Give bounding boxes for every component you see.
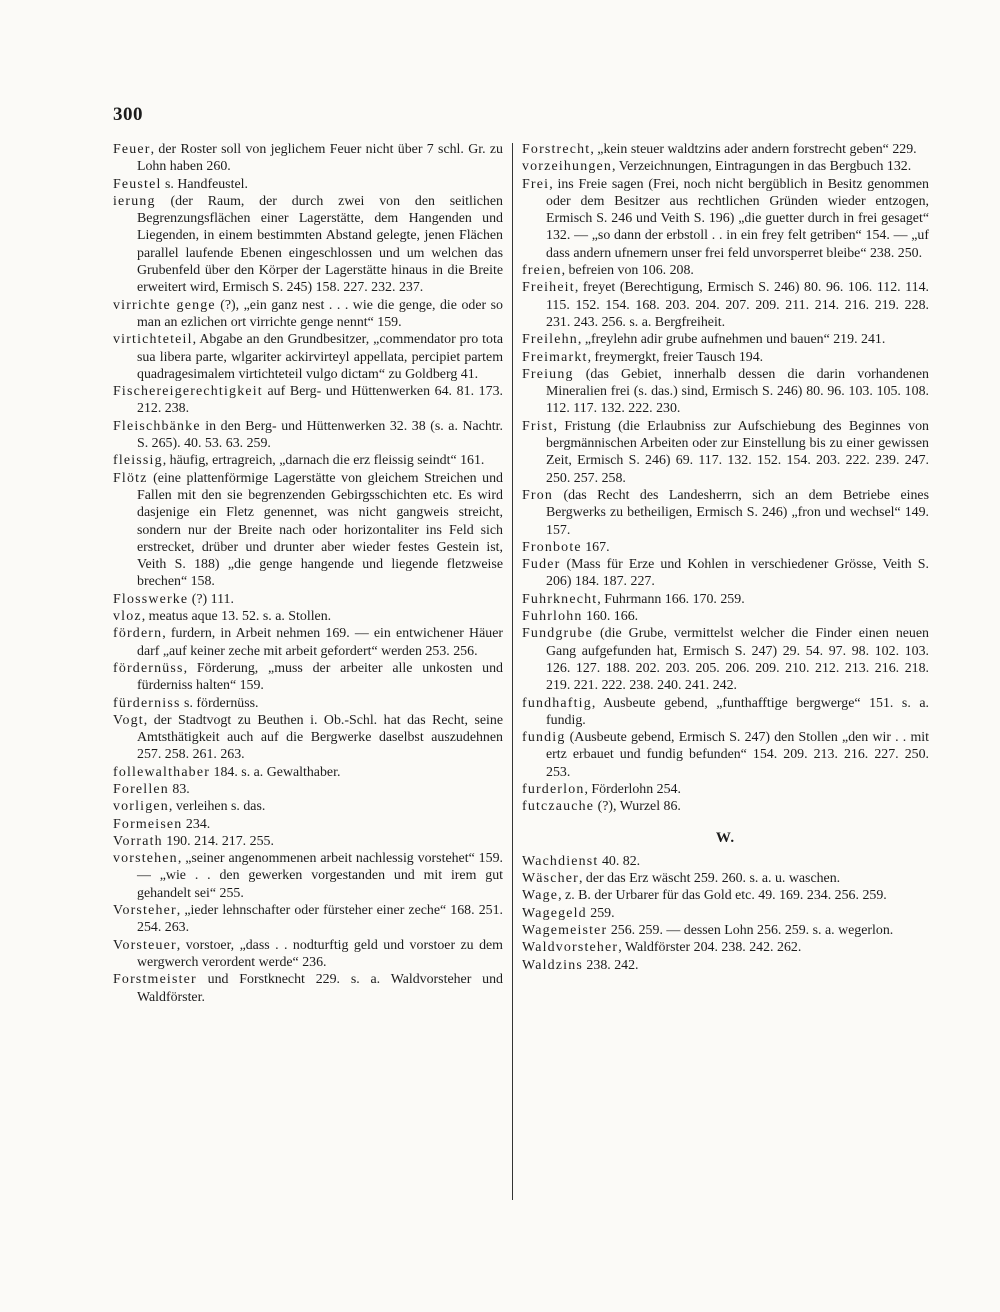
entry-headword: fördernüss bbox=[113, 660, 184, 676]
index-entry bbox=[113, 418, 503, 453]
index-entry bbox=[113, 176, 503, 193]
section-letter-w: W. bbox=[715, 829, 736, 846]
entry-headword: Vorsteuer bbox=[113, 937, 177, 953]
entry-headword: Waldvorsteher bbox=[522, 940, 619, 956]
entry-text: , „freylehn adir grube aufnehmen und bauen“ 219. 241. bbox=[577, 332, 886, 348]
index-entry bbox=[113, 591, 503, 608]
entry-headword: fleissig bbox=[113, 453, 163, 469]
index-entry bbox=[522, 729, 929, 781]
index-entry bbox=[113, 608, 503, 625]
entry-text: 184. s. a. Gewalthaber. bbox=[210, 764, 341, 780]
index-entry bbox=[522, 539, 929, 556]
entry-text: auf Berg- und Hüttenwerken 64. 81. 173. 212. 238. bbox=[137, 384, 503, 417]
entry-headword: Waldzins bbox=[522, 957, 583, 973]
entry-text: 256. 259. — dessen Lohn 256. 259. s. a. wegerlon. bbox=[607, 923, 894, 939]
entry-text: (?), „ein ganz nest . . . wie die genge, die oder so man an ezlichen ort virrichte genge nennt“ 159. bbox=[137, 297, 503, 330]
index-entry bbox=[113, 850, 503, 902]
index-entry bbox=[522, 591, 929, 608]
index-entry bbox=[522, 905, 929, 922]
entry-text: , „kein steuer waldtzins ader andern forstrecht geben“ 229. bbox=[590, 142, 917, 157]
index-entry bbox=[522, 887, 929, 904]
entry-text: 40. 82. bbox=[598, 853, 641, 869]
index-entry bbox=[522, 487, 929, 539]
entry-text: (das Recht des Landesherrn, sich an dem Betriebe eines Bergwerks zu betheiligen, Ermisch S. 246) „fron und wechsel“ 149. 157. bbox=[546, 487, 929, 538]
entry-headword: Flosswerke bbox=[113, 591, 189, 607]
entry-headword: Freiheit bbox=[522, 280, 575, 296]
entry-text: , Fuhrmann 166. 170. 259. bbox=[597, 591, 745, 607]
entry-headword: ierung bbox=[113, 193, 156, 209]
index-entry bbox=[113, 781, 503, 798]
entry-text: , freymergkt, freier Tausch 194. bbox=[587, 349, 764, 365]
entry-headword: Fischereigerechtigkeit bbox=[113, 384, 263, 400]
index-entry bbox=[113, 193, 503, 297]
right-column-entries bbox=[522, 141, 929, 816]
entry-text: 238. 242. bbox=[582, 957, 639, 973]
entry-headword: Frei bbox=[522, 176, 550, 192]
index-entry bbox=[522, 781, 929, 798]
entry-text: 190. 214. 217. 255. bbox=[162, 833, 274, 849]
entry-headword: Wäscher bbox=[522, 871, 579, 887]
entry-text: , Abgabe an den Grundbesitzer, „commendator pro tota sua libera parte, wlgariter ackirvirteyl appellata, percipiet partem quadragesimalem virtichteteil vulgo dictam“ zu Goldberg 41. bbox=[137, 332, 503, 382]
entry-text: , meatus aque 13. 52. s. a. Stollen. bbox=[141, 609, 332, 625]
entry-text: , verleihen s. das. bbox=[168, 799, 266, 815]
entry-headword: vorstehen bbox=[113, 851, 178, 867]
entry-headword: fundhaftig bbox=[522, 695, 592, 711]
entry-text: , der Stadtvogt zu Beuthen i. Ob.-Schl. hat das Recht, seine Amtsthätigkeit auch auf die Bergwerke daselbst auszudehnen 257. 258. 261. 263. bbox=[137, 712, 503, 763]
entry-text: und Forstknecht 229. s. a. Waldvorsteher und Waldförster. bbox=[137, 972, 503, 1005]
left-column bbox=[113, 141, 503, 1006]
column-divider bbox=[512, 143, 513, 1200]
entry-text: , ins Freie sagen (Frei, noch nicht bergüblich in Besitz genommen oder dem Besitzer aus rechtlichen Gründen wieder entzogen, Ermisch S. 246 und Veith S. 196) „die guetter durch in frei gesaget“ 132. — „so dann der erbstoll . . in ein frey felt getriben“ 154. — „uf dass andern ufnemern unser frei feld unvorsperret bleibe“ 238. 250. bbox=[546, 176, 929, 261]
entry-headword: Forstmeister bbox=[113, 972, 197, 988]
index-entry bbox=[113, 798, 503, 815]
entry-headword: Wagegeld bbox=[522, 905, 587, 921]
index-entry bbox=[522, 922, 929, 939]
index-entry bbox=[522, 870, 929, 887]
right-column bbox=[522, 141, 929, 974]
index-entry bbox=[113, 331, 503, 383]
entry-headword: freien bbox=[522, 263, 562, 279]
entry-headword: virrichte genge bbox=[113, 297, 216, 313]
entry-headword: Frist bbox=[522, 418, 554, 434]
index-entry bbox=[113, 902, 503, 937]
entry-headword: Vogt bbox=[113, 712, 144, 728]
entry-headword: Forellen bbox=[113, 781, 169, 797]
index-entry bbox=[522, 418, 929, 487]
entry-headword: Formeisen bbox=[113, 816, 183, 832]
index-entry bbox=[113, 833, 503, 850]
index-entry bbox=[113, 141, 503, 176]
index-entry bbox=[522, 608, 929, 625]
entry-text: , „ieder lehnschafter oder fürsteher einer zeche“ 168. 251. 254. 263. bbox=[137, 903, 503, 936]
entry-headword: follewalthaber bbox=[113, 764, 211, 780]
index-entry bbox=[113, 452, 503, 469]
entry-text: (Ausbeute gebend, Ermisch S. 247) den Stollen „den wir . . mit ertz erbauet und fundig befunden“ 154. 209. 213. 216. 227. 250. 253. bbox=[546, 730, 929, 780]
entry-text: , häufig, ertragreich, „darnach die erz fleissig seindt“ 161. bbox=[162, 453, 485, 469]
entry-text: 160. 166. bbox=[582, 609, 639, 625]
index-entry bbox=[113, 297, 503, 332]
index-entry bbox=[113, 695, 503, 712]
entry-headword: futczauche bbox=[522, 799, 595, 815]
entry-text: , befreien von 106. 208. bbox=[561, 263, 694, 279]
entry-text: , Förderung, „muss der arbeiter alle unkosten und fürderniss halten“ 159. bbox=[137, 660, 503, 694]
index-entry bbox=[522, 141, 929, 158]
entry-text: (das Gebiet, innerhalb dessen die darin vorhandenen Mineralien frei (s. das.) sind, Ermisch S. 246) 80. 96. 103. 105. 108. 112. 117. 132. 222. 230. bbox=[546, 366, 929, 417]
entry-headword: Wage bbox=[522, 888, 559, 904]
index-entry bbox=[522, 349, 929, 366]
index-entry bbox=[113, 816, 503, 833]
index-entry bbox=[522, 695, 929, 730]
entry-text: 234. bbox=[182, 816, 211, 832]
entry-text: , freyet (Berechtigung, Ermisch S. 246) 80. 96. 106. 112. 114. 115. 152. 154. 168. 203. 204. 207. 209. 211. 214. 216. 219. 228. 231. 243. 256. s. a. Bergfreiheit. bbox=[546, 280, 929, 330]
entry-text: , z. B. der Urbarer für das Gold etc. 49. 169. 234. 256. 259. bbox=[558, 888, 887, 904]
entry-headword: fürderniss bbox=[113, 695, 181, 711]
entry-text: , vorstoer, „dass . . nodturftig geld und vorstoer zu dem wergwerch verordent werde“ 236. bbox=[137, 937, 503, 970]
entry-text: , der Roster soll von jeglichem Feuer nicht über 7 schl. Gr. zu Lohn haben 260. bbox=[137, 142, 503, 175]
index-entry bbox=[522, 556, 929, 591]
entry-text: , „seiner angenommenen arbeit nachlessig vorstehet“ 159. — „wie . . den gewerken vorgestanden und mit irem gut gehandelt sei“ 255. bbox=[137, 851, 503, 901]
index-entry bbox=[522, 158, 929, 175]
entry-text: , der das Erz wäscht 259. 260. s. a. u. waschen. bbox=[578, 871, 841, 887]
entry-headword: Freilehn bbox=[522, 332, 578, 348]
entry-headword: Fleischbänke bbox=[113, 418, 201, 434]
index-entry bbox=[522, 853, 929, 870]
entry-headword: Fuhrlohn bbox=[522, 609, 583, 625]
index-entry bbox=[113, 971, 503, 1006]
entry-headword: furderlon bbox=[522, 781, 585, 797]
entry-headword: virtichteteil bbox=[113, 332, 193, 348]
entry-text: (eine plattenförmige Lagerstätte von gleichem Streichen und Fallen mit den sie begrenzenden Gebirgsschichten etc. Es wird dasjenige ein Fletz genennet, was nicht gangweis streicht, sondern nur der Breite nach oder horizontaliter ins Feld sich erstrecket, drüber und drunter aber wieder festes Gestein ist, Veith S. 188) „die genge hangende und liegende fletzweise brechen“ 158. bbox=[137, 470, 503, 590]
entry-headword: Vorrath bbox=[113, 833, 163, 849]
index-entry bbox=[522, 262, 929, 279]
index-entry bbox=[522, 957, 929, 974]
entry-headword: vorligen bbox=[113, 799, 169, 815]
entry-text: (?) 111. bbox=[188, 591, 234, 607]
entry-headword: vloz bbox=[113, 609, 142, 625]
index-entry bbox=[522, 625, 929, 694]
entry-headword: vorzeihungen bbox=[522, 159, 612, 175]
entry-headword: Flötz bbox=[113, 470, 148, 486]
index-entry bbox=[113, 383, 503, 418]
entry-headword: Feustel bbox=[113, 176, 162, 192]
index-entry bbox=[113, 660, 503, 695]
entry-text: (der Raum, der durch zwei von den seitlichen Begrenzungsflächen einer Lagerstätte, dem Hangenden und Liegenden, in einem bestimmten Abstand gelegte, jenen Flächen parallel laufende Ebenen eingeschlossen und um welchen das Grubenfeld über den Körper der Lagerstätte hinaus in die Breite erweitert wird, Ermisch S. 245) 158. 227. 232. 237. bbox=[137, 193, 503, 296]
index-entry bbox=[113, 937, 503, 972]
entry-headword: Wachdienst bbox=[522, 853, 599, 869]
entry-text: (die Grube, vermittelst welcher die Finder einen neuen Gang aufgefunden hat, Ermisch S. 247) 29. 54. 97. 98. 102. 103. 126. 127. 188. 202. 203. 205. 206. 209. 210. 212. 213. 216. 218. 219. 221. 222. 238. 240. 241. 242. bbox=[546, 626, 929, 694]
entry-text: s. Handfeustel. bbox=[161, 176, 248, 192]
entry-text: (Mass für Erze und Kohlen in verschiedener Grösse, Veith S. 206) 184. 187. 227. bbox=[546, 557, 929, 590]
entry-text: in den Berg- und Hüttenwerken 32. 38 (s. a. Nachtr. S. 265). 40. 53. 63. 259. bbox=[137, 418, 503, 452]
entry-text: 167. bbox=[581, 539, 610, 555]
entry-headword: Vorsteher bbox=[113, 903, 177, 919]
page-number: 300 bbox=[113, 104, 143, 125]
index-entry bbox=[522, 366, 929, 418]
entry-headword: Forstrecht bbox=[522, 142, 591, 157]
entry-headword: Fuder bbox=[522, 557, 561, 573]
entry-text: , Verzeichnungen, Eintragungen in das Bergbuch 132. bbox=[612, 159, 912, 175]
index-entry bbox=[113, 712, 503, 764]
entry-headword: Fundgrube bbox=[522, 626, 593, 642]
index-entry bbox=[522, 939, 929, 956]
entry-headword: Feuer bbox=[113, 142, 151, 157]
entry-text: , Ausbeute gebend, „funthafftige bergwerge“ 151. s. a. fundig. bbox=[546, 695, 929, 728]
entry-text: 83. bbox=[168, 781, 190, 797]
entry-headword: Freimarkt bbox=[522, 349, 588, 365]
index-entry bbox=[522, 331, 929, 348]
index-entry bbox=[522, 798, 929, 815]
entry-headword: Fuhrknecht bbox=[522, 591, 598, 607]
index-entry bbox=[522, 176, 929, 262]
entry-headword: Freiung bbox=[522, 366, 574, 382]
entry-text: s. fördernüss. bbox=[180, 695, 259, 711]
section-w-entries bbox=[522, 853, 929, 974]
entry-text: , Fristung (die Erlaubniss zur Aufschiebung des Beginnes von bergmännischen Arbeiten oder zur Einstellung bis zu einer gewissen Zeit, Ermisch S. 246) 69. 117. 132. 152. 154. 203. 222. 239. 247. 250. 257. 258. bbox=[546, 418, 929, 486]
entry-text: (?), Wurzel 86. bbox=[594, 799, 681, 815]
entry-text: , Waldförster 204. 238. 242. 262. bbox=[618, 940, 802, 956]
entry-headword: fundig bbox=[522, 730, 566, 746]
entry-text: , Förderlohn 254. bbox=[584, 781, 681, 797]
entry-headword: fördern bbox=[113, 626, 163, 642]
index-entry bbox=[113, 470, 503, 591]
entry-text: , furdern, in Arbeit nehmen 169. — ein entwichener Häuer darf „auf keiner zeche mit arbeit gefordert“ werden 253. 256. bbox=[137, 626, 503, 659]
index-entry bbox=[113, 764, 503, 781]
entry-headword: Fronbote bbox=[522, 539, 582, 555]
entry-text: 259. bbox=[586, 905, 615, 921]
entry-headword: Wagemeister bbox=[522, 923, 608, 939]
index-entry bbox=[113, 625, 503, 660]
index-entry bbox=[522, 279, 929, 331]
entry-headword: Fron bbox=[522, 487, 554, 503]
